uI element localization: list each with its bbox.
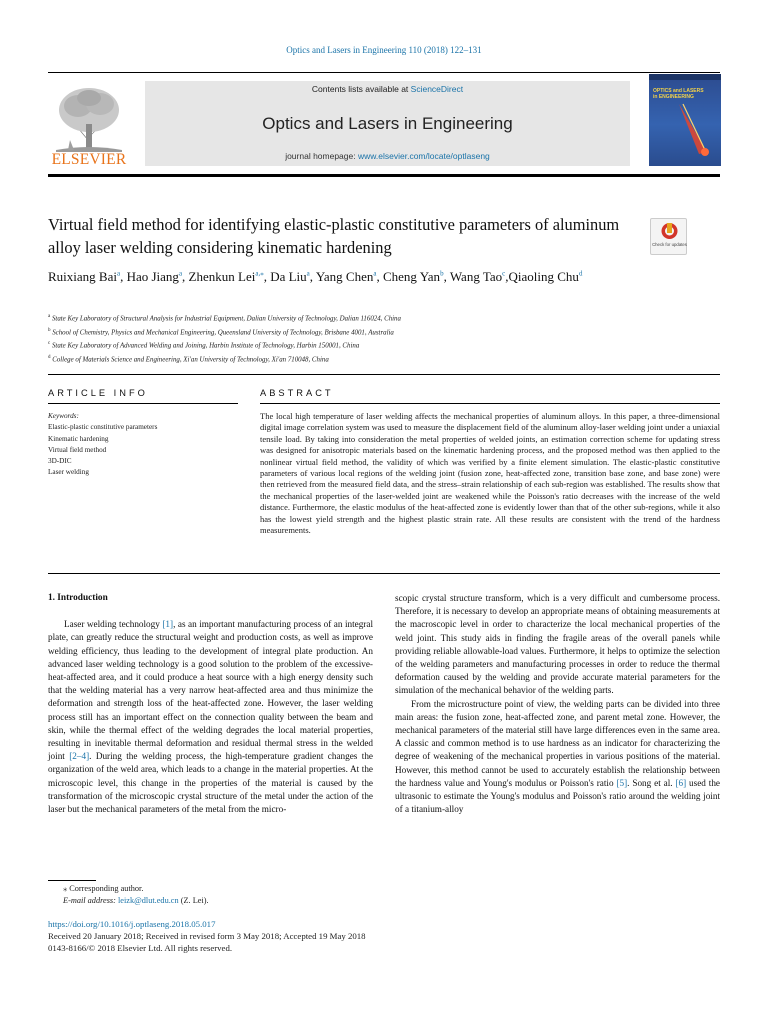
elsevier-wordmark: ELSEVIER xyxy=(51,151,127,168)
cover-title-2: in ENGINEERING xyxy=(653,94,694,100)
author-name[interactable]: Da Liu xyxy=(270,269,307,284)
cover-laser-graphic xyxy=(649,74,721,166)
affiliation-list xyxy=(48,311,688,365)
intro-paragraph-2 xyxy=(395,698,720,817)
info-rule xyxy=(48,374,720,375)
crossmark-icon xyxy=(651,219,688,256)
author-separator: , xyxy=(505,269,509,284)
cover-title-1: OPTICS and LASERS xyxy=(653,88,704,94)
corresponding-author-note: ⁎ Corresponding author. xyxy=(63,884,144,893)
citation-ref-6[interactable]: [6] xyxy=(675,777,687,788)
author-affiliation-marker[interactable]: d xyxy=(578,269,583,278)
received-dates: Received 20 January 2018; Received in revised form 3 May 2018; Accepted 19 May 2018 xyxy=(48,931,366,942)
publication-info xyxy=(48,918,548,955)
author-separator: , xyxy=(120,269,127,284)
contents-available-line xyxy=(145,84,630,94)
body-rule xyxy=(48,573,720,574)
article-title: Virtual field method for identifying elastic-plastic constitutive parameters of aluminum alloy laser welding considering kinematic hardening xyxy=(48,215,620,257)
author-affiliation-marker[interactable]: a xyxy=(178,269,183,278)
affiliation-item xyxy=(48,338,688,352)
affiliation-marker: c xyxy=(48,341,51,347)
affiliation-marker: a xyxy=(48,314,51,319)
author-affiliation-marker[interactable]: a xyxy=(373,269,377,278)
author-name[interactable]: Zhenkun Lei xyxy=(188,269,256,284)
header-rule-top xyxy=(48,72,720,73)
keywords-list xyxy=(48,422,238,478)
author-separator: , xyxy=(376,269,383,284)
author-affiliation-marker[interactable]: b xyxy=(440,269,444,278)
citation-ref-5[interactable]: [5] xyxy=(616,777,628,788)
email-link[interactable]: leizk@dlut.edu.cn xyxy=(118,895,179,905)
text-run: . During the welding process, the high-temperature gradient changes the organization of the weld area, which leads to a change in the material properties. At the microscopic level, this change in the properties of the material is caused by the transformation of the microscopic crystal structure of the metal under the action of the laser but the mechanical parameters of the metal from the micro- xyxy=(48,751,373,815)
article-info-heading: ARTICLE INFO xyxy=(48,388,148,398)
text-run: . Song et al. xyxy=(627,777,676,788)
header-rule-bottom xyxy=(48,174,720,177)
citation-ref-2-4[interactable]: [2–4] xyxy=(69,751,90,762)
introduction-heading: 1. Introduction xyxy=(48,593,108,603)
affiliation-text: State Key Laboratory of Structural Analysis for Industrial Equipment, Dalian University of Technology, Dalian 116024, China xyxy=(50,315,401,323)
keyword-item: Kinematic hardening xyxy=(48,434,109,443)
journal-title: Optics and Lasers in Engineering xyxy=(262,114,513,133)
intro-paragraph-continued: scopic crystal structure transform, which is a very difficult and cumbersome process. Therefore, it is necessary to develop an appropriate means of obtaining measurements at the macroscopic level in order to characterize the local mechanical properties of the weld joint. This study aids in finding the fragile areas of the overall panels while providing reliable allowable-load values. Furthermore, it helps to optimize the selection of the welding parameters and manufacturing processes in order to reduce the thermal deformation caused by the welding and provide accurate material parameters for the simulation of the mechanical behavior of the welding parts. xyxy=(395,593,720,696)
author-separator: , xyxy=(309,269,316,284)
body-left-column xyxy=(48,592,373,816)
author-list xyxy=(48,268,668,286)
footnote xyxy=(48,883,378,906)
text-run: used the ultrasonic to estimate the Young's modulus and Poisson's ratio around the welding joint of a titanium-alloy xyxy=(395,777,720,815)
affiliation-text: State Key Laboratory of Advanced Welding and Joining, Harbin Institute of Technology, Harbin 150001, China xyxy=(50,342,360,350)
article-info-rule xyxy=(48,403,238,404)
affiliation-text: School of Chemistry, Physics and Mechanical Engineering, Queensland University of Technology, Brisbane 4001, Australia xyxy=(50,328,394,336)
keyword-item: Virtual field method xyxy=(48,445,107,454)
author-affiliation-marker[interactable]: a,⁎ xyxy=(255,269,264,278)
check-for-updates-label: Check for updates xyxy=(652,242,687,247)
journal-homepage-line xyxy=(145,151,630,161)
contents-prefix: Contents lists available at xyxy=(311,84,411,94)
author-affiliation-marker[interactable]: a xyxy=(306,269,310,278)
footnote-rule xyxy=(48,880,96,881)
author-affiliation-marker[interactable]: c xyxy=(502,269,506,278)
author-name[interactable]: Cheng Yan xyxy=(382,269,441,284)
text-run: , as an important manufacturing process of an integral plate, can greatly reduce the structural weight and production costs, as well as improve welding efficiency, thus leading to the development of integral plate production. An advanced laser welding technology is a good solution to the problem of the excessive-heat-affected area, and it could produce a heat source with a high energy density such that the welding material has a very narrow heat-affected area and thus minimize the deformation and strength loss of the heat-affected zone. However, the laser welding process still has an important effect on the connection quality between the beam and skin, while the thermal effect of the welding degrades the local material properties, resulting in inevitable thermal deformation and residual thermal stress in the welded joint xyxy=(48,619,374,762)
keyword-item: Laser welding xyxy=(48,468,89,477)
author-name[interactable]: Ruixiang Bai xyxy=(48,269,117,284)
abstract-text: The local high temperature of laser welding affects the mechanical properties of aluminum alloys. In this paper, a three-dimensional digital image correlation system was used to measure the displacement field of the aluminum alloy-laser welding joint under a uniaxial tensile load. By taking into consideration the metal properties of welded joints, an estimation correction scheme for updating stress was designed for anisotropic materials based on the kinematic hardening process, and the proposed method was then applied to the nonlinear virtual field method, the validity of which was verified by a finite element simulation. The elastic-plastic constitutive parameters of various local regions of the welding joint (fusion zone, heat-affected zone, transition base zone, and base zone) were then retrieved from the measured field data, and the stress–strain relationship of each sub-region was established. The results show that the mechanical properties of the laser-welded joint are weakened while the Poisson's ratio decreases with the increase of the weld distance. Furthermore, the elastic modulus of the heat-affected zone is evidently lower than that of the other sub-regions, while it also has the lowest yield strength and the highest plastic strain rate. All these results are consistent with the trend of the hardness measurements. xyxy=(260,411,720,536)
keywords-label: Keywords: xyxy=(48,412,79,420)
abstract-rule xyxy=(260,403,720,404)
copyright-line: 0143-8166/© 2018 Elsevier Ltd. All rights reserved. xyxy=(48,943,233,954)
keyword-item: 3D-DIC xyxy=(48,457,72,466)
sciencedirect-link[interactable]: ScienceDirect xyxy=(410,84,464,94)
body-right-column xyxy=(395,592,720,816)
email-label: E-mail address: xyxy=(63,895,118,905)
author-name[interactable]: Wang Tao xyxy=(449,269,503,284)
author-name[interactable]: Yang Chen xyxy=(315,269,374,284)
journal-masthead xyxy=(145,81,630,166)
author-name[interactable]: Qiaoling Chu xyxy=(508,269,579,284)
author-name[interactable]: Hao Jiang xyxy=(126,269,179,284)
text-run: Laser welding technology xyxy=(64,619,163,630)
affiliation-text: College of Materials Science and Engineering, Xi'an University of Technology, Xi'an 710048, China xyxy=(50,356,329,364)
text-run: From the microstructure point of view, the welding parts can be divided into three main areas: the fusion zone, heat-affected zone, and parent metal zone. However, the mechanical parameters of the material still have large differences even in the same area. A classic and common method is to use hardness as an indicator for characterizing the degree of weakening of the mechanical properties in various positions of the material. However, this method cannot be used to accurately establish the relationship between the hardness value and Young's modulus or Poisson's ratio xyxy=(395,698,720,788)
author-separator: , xyxy=(443,269,450,284)
affiliation-marker: d xyxy=(48,354,51,360)
homepage-link[interactable]: www.elsevier.com/locate/optlaseng xyxy=(357,151,490,161)
affiliation-item xyxy=(48,352,688,366)
email-line xyxy=(48,895,378,907)
email-suffix: (Z. Lei). xyxy=(178,895,209,905)
affiliation-item xyxy=(48,311,688,325)
author-separator: , xyxy=(182,269,189,284)
journal-cover-thumbnail[interactable] xyxy=(649,74,721,166)
doi-link[interactable]: https://doi.org/10.1016/j.optlaseng.2018.05.017 xyxy=(48,919,216,929)
journal-citation[interactable]: Optics and Lasers in Engineering 110 (2018) 122–131 xyxy=(286,45,482,55)
author-affiliation-marker[interactable]: a xyxy=(116,269,121,278)
affiliation-marker: b xyxy=(48,327,51,333)
keywords-block xyxy=(48,411,238,479)
keyword-item: Elastic-plastic constitutive parameters xyxy=(48,423,158,432)
affiliation-item xyxy=(48,325,688,339)
check-for-updates-badge[interactable] xyxy=(650,218,687,255)
homepage-prefix: journal homepage: xyxy=(285,151,358,161)
abstract-heading: ABSTRACT xyxy=(260,388,334,398)
intro-paragraph-1 xyxy=(48,618,373,816)
citation-ref-1[interactable]: [1] xyxy=(162,619,174,630)
author-separator: , xyxy=(263,269,271,284)
